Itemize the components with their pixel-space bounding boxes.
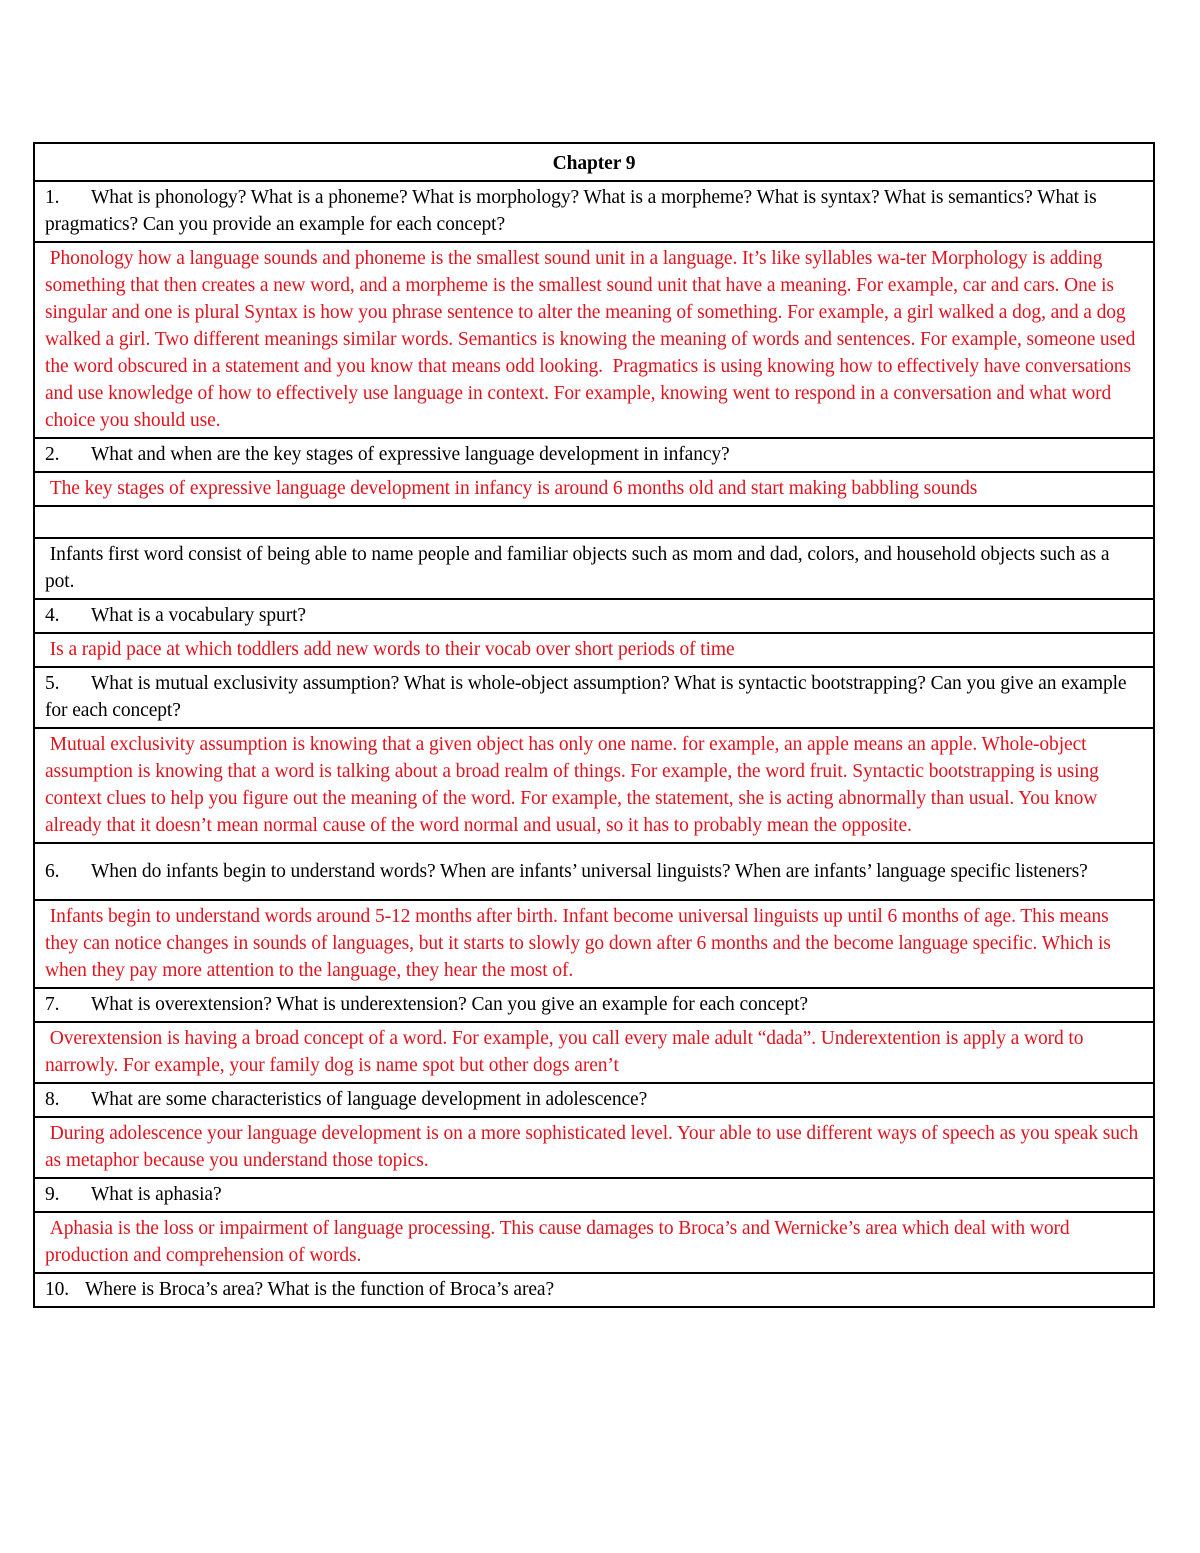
question-text: What is mutual exclusivity assumption? What is whole-object assumption? What is syntactic bootstrapping? Can you give an example for each concept? bbox=[45, 673, 1127, 721]
question-row-7 bbox=[34, 988, 1154, 1022]
answer-text: Overextension is having a broad concept of a word. For example, you call every male adult “dada”. Underextention is apply a word to narrowly. For example, your family dog is name spot but other dogs aren’t bbox=[34, 1022, 1154, 1083]
answer-text: Phonology how a language sounds and phoneme is the smallest sound unit in a language. It’s like syllables wa-ter Morphology is adding something that then creates a new word, and a morpheme is the smallest sound unit that have a meaning. For example, car and cars. One is singular and one is plural Syntax is how you phrase sentence to alter the meaning of something. For example, a girl walked a dog, and a dog walked a girl. Two different meanings similar words. Semantics is knowing the meaning of words and sentences. For example, someone used the word obscured in a statement and you know that means odd looking. Pragmatics is using knowing how to effectively have conversations and use knowledge of how to effectively use language in context. For example, knowing went to respond in a conversation and what word choice you should use. bbox=[34, 242, 1154, 438]
question-number: 6. bbox=[45, 861, 60, 882]
answer-text: Infants first word consist of being able to name people and familiar objects such as mom and dad, colors, and household objects such as a pot. bbox=[34, 538, 1154, 599]
answer-row-2 bbox=[34, 472, 1154, 506]
answer-text: Aphasia is the loss or impairment of language processing. This cause damages to Broca’s and Wernicke’s area which deal with word production and comprehension of words. bbox=[34, 1212, 1154, 1273]
answer-text: During adolescence your language development is on a more sophisticated level. Your able to use different ways of speech as you speak such as metaphor because you understand those topics. bbox=[34, 1117, 1154, 1178]
question-text: What is overextension? What is underextension? Can you give an example for each concept? bbox=[91, 994, 808, 1015]
question-row-4 bbox=[34, 599, 1154, 633]
chapter-table bbox=[33, 142, 1155, 1308]
question-number: 5. bbox=[45, 673, 60, 694]
answer-row-1 bbox=[34, 242, 1154, 438]
answer-row-5 bbox=[34, 728, 1154, 843]
question-text: What is phonology? What is a phoneme? What is morphology? What is a morpheme? What is syntax? What is semantics? What is pragmatics? Can you provide an example for each concept? bbox=[45, 187, 1097, 235]
question-row-10 bbox=[34, 1273, 1154, 1307]
question-text: What and when are the key stages of expressive language development in infancy? bbox=[91, 444, 730, 465]
table-header-row bbox=[34, 143, 1154, 181]
answer-row-4 bbox=[34, 633, 1154, 667]
answer-row-8 bbox=[34, 1117, 1154, 1178]
question-number: 7. bbox=[45, 994, 60, 1015]
question-number: 1. bbox=[45, 187, 60, 208]
question-row-9 bbox=[34, 1178, 1154, 1212]
question-text: What is aphasia? bbox=[91, 1184, 222, 1205]
answer-text: Mutual exclusivity assumption is knowing that a given object has only one name. for example, an apple means an apple. Whole-object assumption is knowing that a word is talking about a broad realm of things. For example, the word fruit. Syntactic bootstrapping is using context clues to help you figure out the meaning of the word. For example, the statement, she is acting abnormally than usual. You know already that it doesn’t mean normal cause of the word normal and usual, so it has to probably mean the opposite. bbox=[34, 728, 1154, 843]
answer-row-6 bbox=[34, 900, 1154, 988]
question-number: 4. bbox=[45, 605, 60, 626]
empty-cell bbox=[34, 506, 1154, 538]
question-text: What are some characteristics of language development in adolescence? bbox=[91, 1089, 648, 1110]
answer-row-7 bbox=[34, 1022, 1154, 1083]
question-row-6 bbox=[34, 843, 1154, 900]
question-text: When do infants begin to understand words? When are infants’ universal linguists? When are infants’ language specific listeners? bbox=[91, 861, 1088, 882]
answer-text: Is a rapid pace at which toddlers add new words to their vocab over short periods of time bbox=[34, 633, 1154, 667]
answer-row-9 bbox=[34, 1212, 1154, 1273]
question-row-8 bbox=[34, 1083, 1154, 1117]
question-number: 9. bbox=[45, 1184, 60, 1205]
empty-question-row-3 bbox=[34, 506, 1154, 538]
chapter-title: Chapter 9 bbox=[34, 143, 1154, 181]
question-text: What is a vocabulary spurt? bbox=[91, 605, 306, 626]
answer-text: Infants begin to understand words around 5-12 months after birth. Infant become universal linguists up until 6 months of age. This means they can notice changes in sounds of languages, but it starts to slowly go down after 6 months and the become language specific. Which is when they pay more attention to the language, they hear the most of. bbox=[34, 900, 1154, 988]
question-row-2 bbox=[34, 438, 1154, 472]
question-number: 8. bbox=[45, 1089, 60, 1110]
question-row-1 bbox=[34, 181, 1154, 242]
answer-row-3 bbox=[34, 538, 1154, 599]
answer-text: The key stages of expressive language development in infancy is around 6 months old and start making babbling sounds bbox=[34, 472, 1154, 506]
question-number: 10. bbox=[45, 1279, 70, 1300]
question-number: 2. bbox=[45, 444, 60, 465]
question-text: Where is Broca’s area? What is the function of Broca’s area? bbox=[85, 1279, 555, 1300]
question-row-5 bbox=[34, 667, 1154, 728]
